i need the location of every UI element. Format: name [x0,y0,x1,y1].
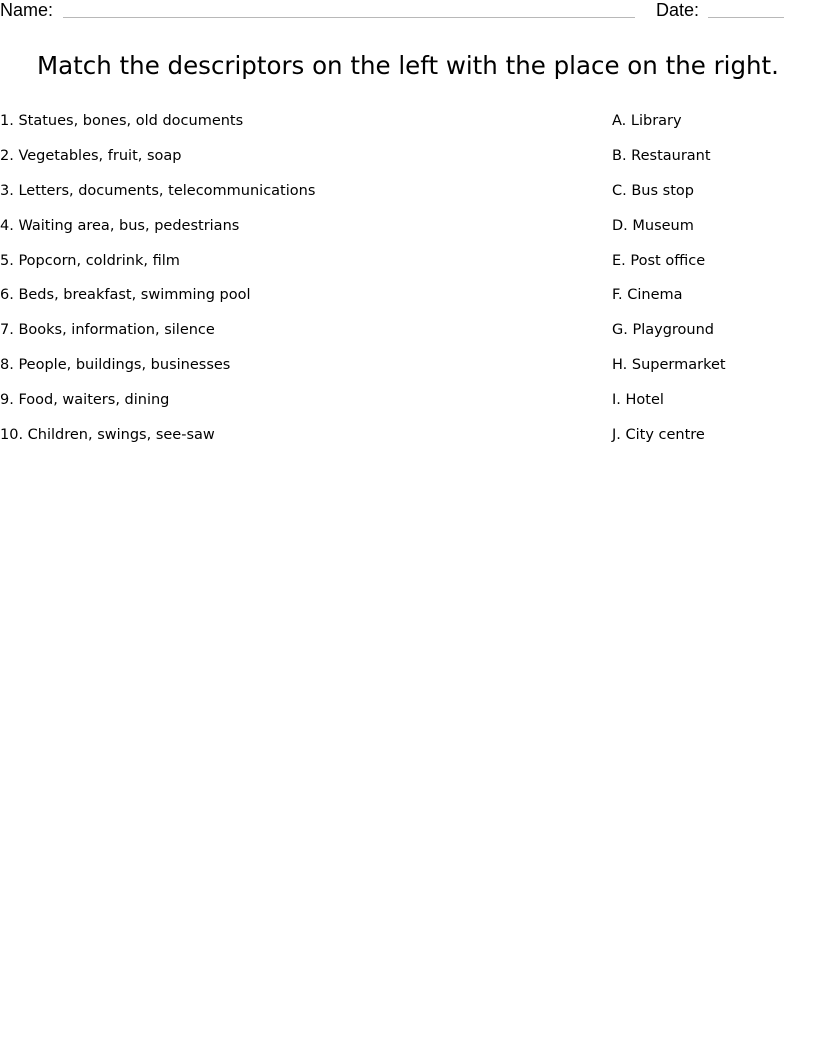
descriptor-item: 9. Food, waiters, dining [0,392,170,409]
place-item: H. Supermarket [612,357,726,374]
place-item: A. Library [612,113,682,129]
place-item: C. Bus stop [612,182,694,199]
place-item: D. Museum [612,217,694,234]
name-blank-line[interactable] [63,17,635,18]
places-list [612,112,812,461]
descriptor-item: 3. Letters, documents, telecommunications [0,182,316,199]
descriptors-list [0,112,560,461]
date-label: Date: [656,0,700,20]
worksheet-title: Match the descriptors on the left with the place on the right. [37,51,779,80]
place-item: F. Cinema [612,287,683,304]
place-item: G. Playground [612,322,714,339]
descriptor-item: 1. Statues, bones, old documents [0,113,244,129]
descriptor-item: 4. Waiting area, bus, pedestrians [0,217,240,234]
descriptor-item: 8. People, buildings, businesses [0,357,231,374]
name-label: Name: [0,0,54,20]
place-item: B. Restaurant [612,147,711,164]
place-item: J. City centre [612,427,705,444]
descriptor-item: 2. Vegetables, fruit, soap [0,147,182,164]
descriptor-item: 10. Children, swings, see-saw [0,427,215,444]
descriptor-item: 5. Popcorn, coldrink, film [0,252,180,269]
place-item: I. Hotel [612,392,664,409]
date-blank-line[interactable] [708,17,784,18]
descriptor-item: 7. Books, information, silence [0,322,215,339]
worksheet-header [0,0,816,22]
descriptor-item: 6. Beds, breakfast, swimming pool [0,287,251,304]
place-item: E. Post office [612,252,706,269]
